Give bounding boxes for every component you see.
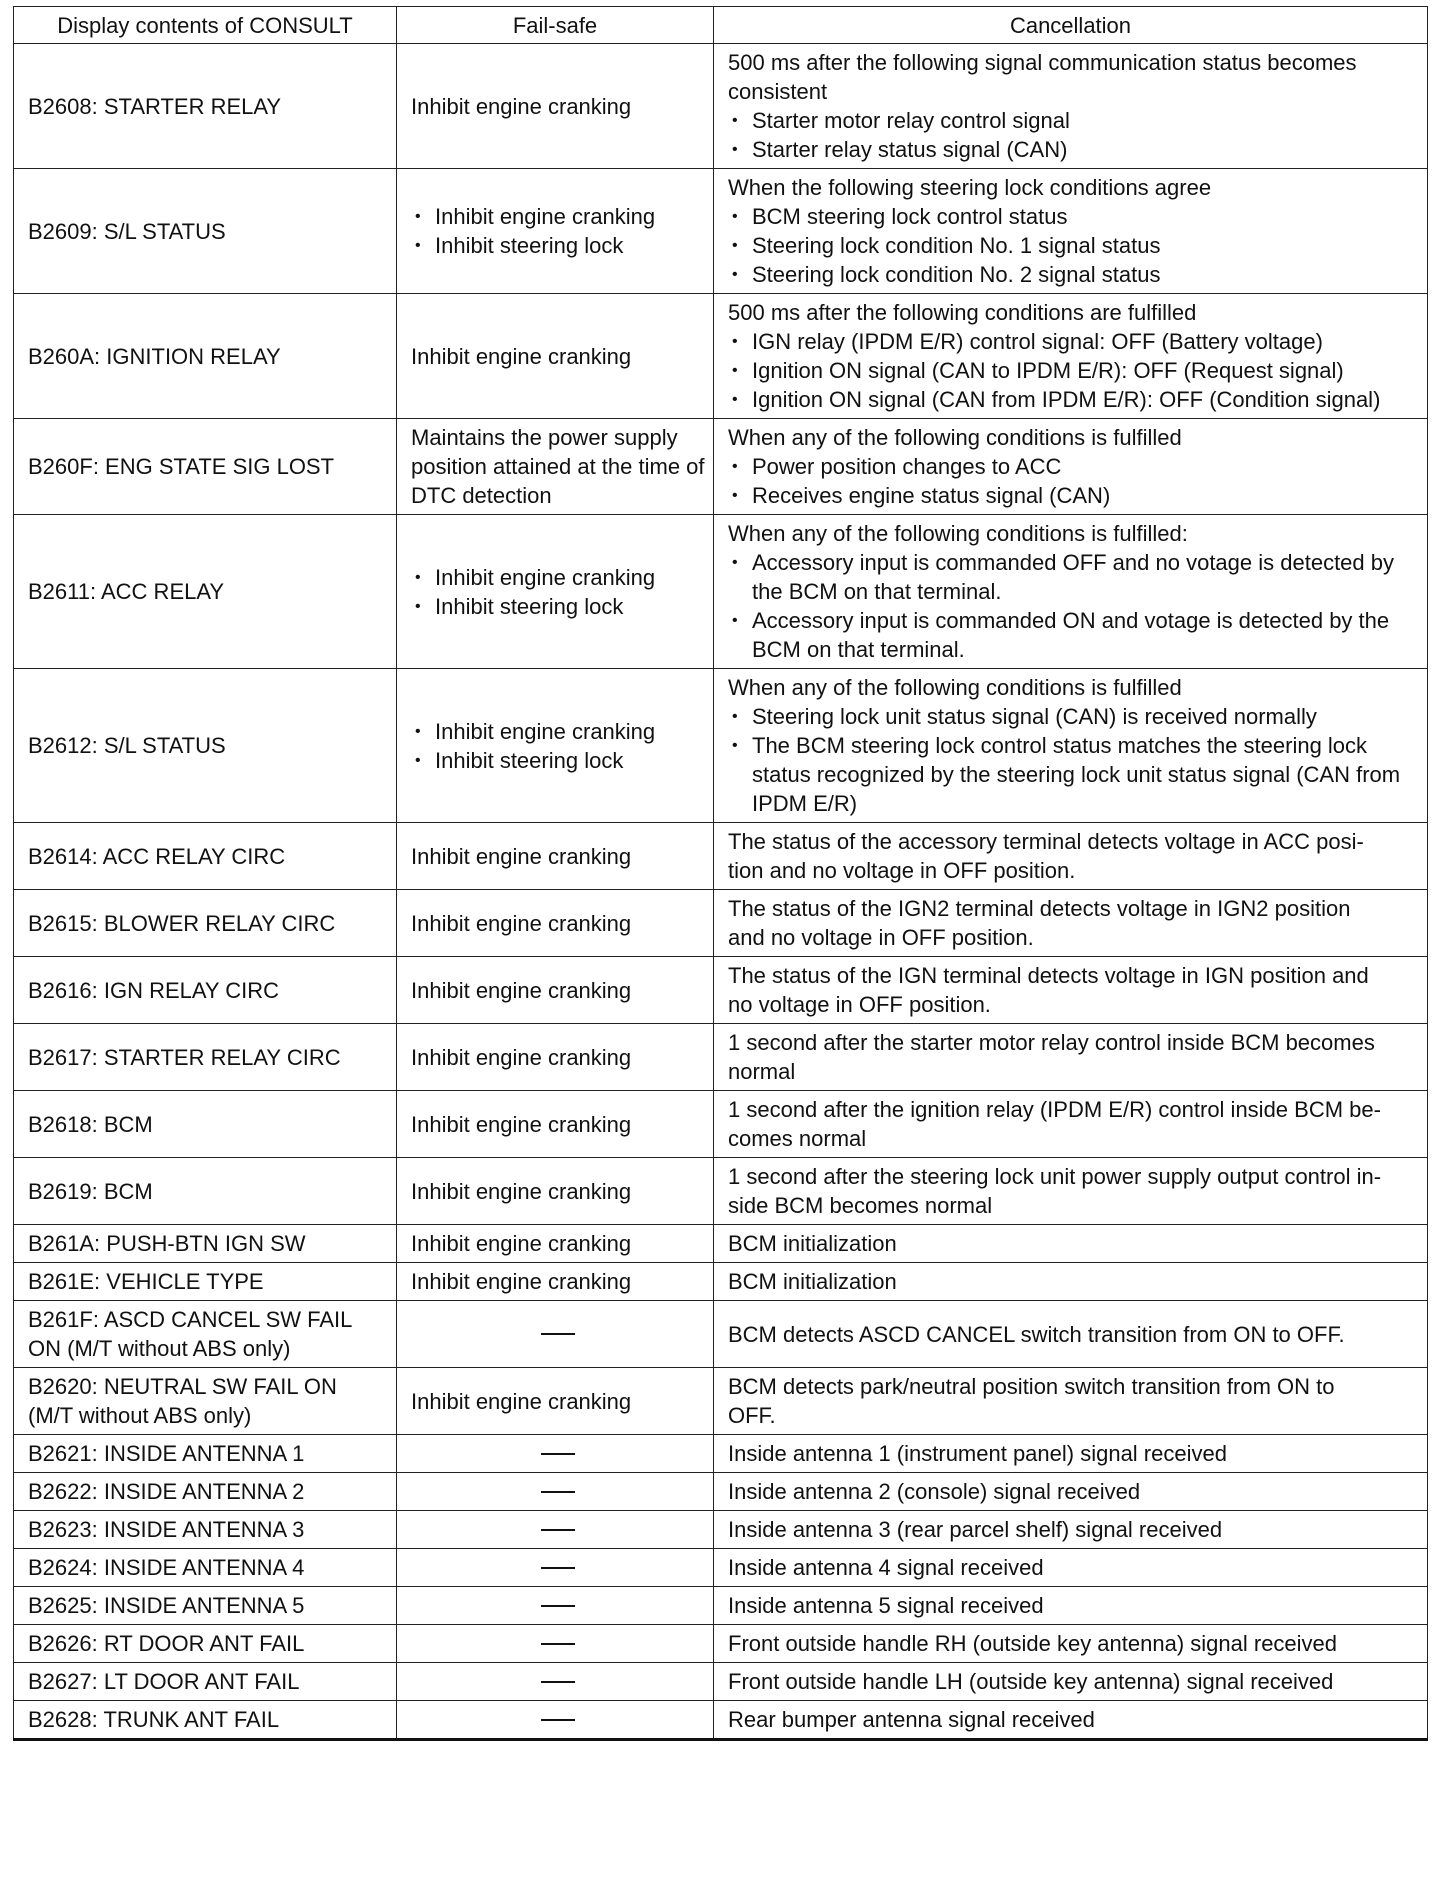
no-failsafe-dash xyxy=(541,1491,575,1493)
cancellation-intro: When the following steering lock conditions agree xyxy=(728,175,1212,200)
cancellation-cell xyxy=(714,1024,1428,1091)
cancellation-item: • Accessory input is commanded OFF and no votage is detected by the BCM on that terminal. xyxy=(728,548,1423,606)
cancellation-intro: When any of the following conditions is fulfilled xyxy=(728,675,1182,700)
failsafe-cell xyxy=(397,1663,714,1701)
cancellation-list xyxy=(728,452,1423,510)
cancellation-cell xyxy=(714,669,1428,823)
failsafe-cell: Inhibit engine cranking xyxy=(397,1091,714,1158)
dtc-code-cell: B261A: PUSH-BTN IGN SW xyxy=(14,1225,397,1263)
dtc-code-cell: B2627: LT DOOR ANT FAIL xyxy=(14,1663,397,1701)
failsafe-cell: Inhibit engine cranking xyxy=(397,823,714,890)
cancellation-cell: Front outside handle LH (outside key antenna) signal received xyxy=(714,1663,1428,1701)
table-header-row xyxy=(14,7,1428,44)
cancellation-cell: BCM detects ASCD CANCEL switch transition from ON to OFF. xyxy=(714,1301,1428,1368)
cancellation-item: • IGN relay (IPDM E/R) control signal: OFF (Battery voltage) xyxy=(728,327,1423,356)
dtc-code-line: ON (M/T without ABS only) xyxy=(28,1336,291,1361)
dtc-code-cell: B2623: INSIDE ANTENNA 3 xyxy=(14,1511,397,1549)
cancellation-list xyxy=(728,548,1423,664)
cancellation-cell: BCM initialization xyxy=(714,1263,1428,1301)
cancellation-item: • Receives engine status signal (CAN) xyxy=(728,481,1423,510)
dtc-code-line: (M/T without ABS only) xyxy=(28,1403,252,1428)
table-row xyxy=(14,1473,1428,1511)
cancellation-item: • Ignition ON signal (CAN from IPDM E/R): OFF (Condition signal) xyxy=(728,385,1423,414)
cancellation-cell: Inside antenna 5 signal received xyxy=(714,1587,1428,1625)
cancellation-intro: When any of the following conditions is fulfilled xyxy=(728,425,1182,450)
cancellation-line: OFF. xyxy=(728,1403,776,1428)
dtc-code-line: B261F: ASCD CANCEL SW FAIL xyxy=(28,1307,353,1332)
no-failsafe-dash xyxy=(541,1333,575,1335)
table-row xyxy=(14,823,1428,890)
dtc-code-cell: B2611: ACC RELAY xyxy=(14,515,397,669)
dtc-code-cell: B2612: S/L STATUS xyxy=(14,669,397,823)
table-row xyxy=(14,169,1428,294)
table-row xyxy=(14,890,1428,957)
dtc-code-cell: B2615: BLOWER RELAY CIRC xyxy=(14,890,397,957)
cancellation-item: • Steering lock condition No. 1 signal status xyxy=(728,231,1423,260)
failsafe-cell xyxy=(397,1701,714,1740)
table-row xyxy=(14,1511,1428,1549)
table-row xyxy=(14,1587,1428,1625)
no-failsafe-dash xyxy=(541,1605,575,1607)
failsafe-cell xyxy=(397,1435,714,1473)
cancellation-item: • Starter motor relay control signal xyxy=(728,106,1423,135)
table-row xyxy=(14,1368,1428,1435)
table-row xyxy=(14,419,1428,515)
cancellation-line: 1 second after the steering lock unit power supply output control in- xyxy=(728,1164,1382,1189)
cancellation-cell: BCM initialization xyxy=(714,1225,1428,1263)
dtc-code-cell: B2626: RT DOOR ANT FAIL xyxy=(14,1625,397,1663)
cancellation-item: • BCM steering lock control status xyxy=(728,202,1423,231)
cancellation-cell xyxy=(714,515,1428,669)
dtc-code-cell: B2608: STARTER RELAY xyxy=(14,44,397,169)
table-row xyxy=(14,294,1428,419)
failsafe-cell: Inhibit engine cranking xyxy=(397,1368,714,1435)
cancellation-intro: When any of the following conditions is fulfilled: xyxy=(728,521,1188,546)
table-row xyxy=(14,1225,1428,1263)
dtc-failsafe-table xyxy=(13,6,1428,1741)
failsafe-cell: Inhibit engine cranking xyxy=(397,1225,714,1263)
cancellation-cell xyxy=(714,957,1428,1024)
dtc-code-cell: B2617: STARTER RELAY CIRC xyxy=(14,1024,397,1091)
cancellation-line: The status of the accessory terminal detects voltage in ACC posi- xyxy=(728,829,1364,854)
cancellation-cell: Inside antenna 1 (instrument panel) signal received xyxy=(714,1435,1428,1473)
failsafe-item: • Inhibit engine cranking xyxy=(411,563,705,592)
cancellation-cell xyxy=(714,294,1428,419)
no-failsafe-dash xyxy=(541,1719,575,1721)
failsafe-cell: Inhibit engine cranking xyxy=(397,957,714,1024)
failsafe-cell: Inhibit engine cranking xyxy=(397,890,714,957)
dtc-code-cell: B260A: IGNITION RELAY xyxy=(14,294,397,419)
failsafe-item: • Inhibit engine cranking xyxy=(411,717,705,746)
header-failsafe: Fail-safe xyxy=(397,7,714,44)
failsafe-cell: Inhibit engine cranking xyxy=(397,1158,714,1225)
dtc-code-cell: B2618: BCM xyxy=(14,1091,397,1158)
cancellation-cell: Rear bumper antenna signal received xyxy=(714,1701,1428,1740)
cancellation-line: The status of the IGN terminal detects voltage in IGN position and xyxy=(728,963,1369,988)
cancellation-list xyxy=(728,327,1423,414)
failsafe-cell xyxy=(397,169,714,294)
cancellation-line: and no voltage in OFF position. xyxy=(728,925,1034,950)
dtc-code-cell: B2628: TRUNK ANT FAIL xyxy=(14,1701,397,1740)
dtc-code-cell xyxy=(14,1368,397,1435)
cancellation-list xyxy=(728,106,1423,164)
table-row xyxy=(14,1625,1428,1663)
failsafe-cell xyxy=(397,515,714,669)
table-row xyxy=(14,1263,1428,1301)
dtc-code-line: B2620: NEUTRAL SW FAIL ON xyxy=(28,1374,337,1399)
cancellation-item: • Steering lock condition No. 2 signal status xyxy=(728,260,1423,289)
cancellation-cell: Inside antenna 2 (console) signal received xyxy=(714,1473,1428,1511)
cancellation-cell xyxy=(714,44,1428,169)
cancellation-line: BCM detects park/neutral position switch transition from ON to xyxy=(728,1374,1335,1399)
dtc-code-cell: B2616: IGN RELAY CIRC xyxy=(14,957,397,1024)
cancellation-cell xyxy=(714,419,1428,515)
failsafe-cell xyxy=(397,1587,714,1625)
dtc-code-cell: B260F: ENG STATE SIG LOST xyxy=(14,419,397,515)
cancellation-item: • Starter relay status signal (CAN) xyxy=(728,135,1423,164)
cancellation-line: no voltage in OFF position. xyxy=(728,992,991,1017)
table-row xyxy=(14,1663,1428,1701)
cancellation-cell xyxy=(714,1091,1428,1158)
dtc-code-cell xyxy=(14,1301,397,1368)
table-row xyxy=(14,1091,1428,1158)
dtc-code-cell: B2614: ACC RELAY CIRC xyxy=(14,823,397,890)
failsafe-cell xyxy=(397,1511,714,1549)
cancellation-intro: 500 ms after the following signal communication status becomes consistent xyxy=(728,50,1357,104)
dtc-code-cell: B2625: INSIDE ANTENNA 5 xyxy=(14,1587,397,1625)
failsafe-list xyxy=(411,563,705,621)
cancellation-line: side BCM becomes normal xyxy=(728,1193,993,1218)
failsafe-list xyxy=(411,202,705,260)
failsafe-cell xyxy=(397,1625,714,1663)
cancellation-cell: Inside antenna 4 signal received xyxy=(714,1549,1428,1587)
table-row xyxy=(14,515,1428,669)
cancellation-item: • Steering lock unit status signal (CAN) is received normally xyxy=(728,702,1423,731)
dtc-code-cell: B2619: BCM xyxy=(14,1158,397,1225)
failsafe-cell: Inhibit engine cranking xyxy=(397,1263,714,1301)
failsafe-item: • Inhibit steering lock xyxy=(411,592,705,621)
failsafe-cell xyxy=(397,1301,714,1368)
cancellation-item: • Power position changes to ACC xyxy=(728,452,1423,481)
cancellation-item: • The BCM steering lock control status matches the steering lock status recognized by the steering lock unit status signal (CAN from IPDM E/R) xyxy=(728,731,1423,818)
table-row xyxy=(14,1549,1428,1587)
dtc-table-container xyxy=(13,6,1427,1741)
cancellation-cell xyxy=(714,169,1428,294)
cancellation-cell: Front outside handle RH (outside key antenna) signal received xyxy=(714,1625,1428,1663)
failsafe-item: • Inhibit steering lock xyxy=(411,231,705,260)
cancellation-item: • Accessory input is commanded ON and votage is detected by the BCM on that terminal. xyxy=(728,606,1423,664)
cancellation-line: comes normal xyxy=(728,1126,867,1151)
failsafe-cell: Inhibit engine cranking xyxy=(397,1024,714,1091)
table-row xyxy=(14,44,1428,169)
header-cancellation: Cancellation xyxy=(714,7,1428,44)
table-row xyxy=(14,1435,1428,1473)
failsafe-item: • Inhibit steering lock xyxy=(411,746,705,775)
no-failsafe-dash xyxy=(541,1453,575,1455)
table-row xyxy=(14,957,1428,1024)
table-body xyxy=(14,44,1428,1740)
table-row xyxy=(14,1024,1428,1091)
cancellation-line: tion and no voltage in OFF position. xyxy=(728,858,1076,883)
cancellation-line: normal xyxy=(728,1059,796,1084)
cancellation-line: The status of the IGN2 terminal detects voltage in IGN2 position xyxy=(728,896,1351,921)
failsafe-cell: Inhibit engine cranking xyxy=(397,44,714,169)
cancellation-item: • Ignition ON signal (CAN to IPDM E/R): OFF (Request signal) xyxy=(728,356,1423,385)
failsafe-cell: Inhibit engine cranking xyxy=(397,294,714,419)
cancellation-intro: 500 ms after the following conditions are fulfilled xyxy=(728,300,1197,325)
cancellation-list xyxy=(728,702,1423,818)
failsafe-item: • Inhibit engine cranking xyxy=(411,202,705,231)
dtc-code-cell: B2624: INSIDE ANTENNA 4 xyxy=(14,1549,397,1587)
dtc-code-cell: B2609: S/L STATUS xyxy=(14,169,397,294)
table-row xyxy=(14,1158,1428,1225)
failsafe-list xyxy=(411,717,705,775)
cancellation-cell xyxy=(714,823,1428,890)
failsafe-cell: Maintains the power supply position attained at the time of DTC detection xyxy=(397,419,714,515)
dtc-code-cell: B261E: VEHICLE TYPE xyxy=(14,1263,397,1301)
no-failsafe-dash xyxy=(541,1529,575,1531)
cancellation-cell xyxy=(714,1158,1428,1225)
cancellation-cell xyxy=(714,890,1428,957)
failsafe-cell xyxy=(397,1549,714,1587)
table-row xyxy=(14,1301,1428,1368)
no-failsafe-dash xyxy=(541,1567,575,1569)
no-failsafe-dash xyxy=(541,1643,575,1645)
cancellation-line: 1 second after the ignition relay (IPDM E/R) control inside BCM be- xyxy=(728,1097,1381,1122)
dtc-code-cell: B2622: INSIDE ANTENNA 2 xyxy=(14,1473,397,1511)
failsafe-cell xyxy=(397,1473,714,1511)
cancellation-cell: Inside antenna 3 (rear parcel shelf) signal received xyxy=(714,1511,1428,1549)
no-failsafe-dash xyxy=(541,1681,575,1683)
cancellation-list xyxy=(728,202,1423,289)
table-row xyxy=(14,669,1428,823)
failsafe-cell xyxy=(397,669,714,823)
dtc-code-cell: B2621: INSIDE ANTENNA 1 xyxy=(14,1435,397,1473)
header-consult: Display contents of CONSULT xyxy=(14,7,397,44)
cancellation-line: 1 second after the starter motor relay control inside BCM becomes xyxy=(728,1030,1375,1055)
cancellation-cell xyxy=(714,1368,1428,1435)
table-row xyxy=(14,1701,1428,1740)
